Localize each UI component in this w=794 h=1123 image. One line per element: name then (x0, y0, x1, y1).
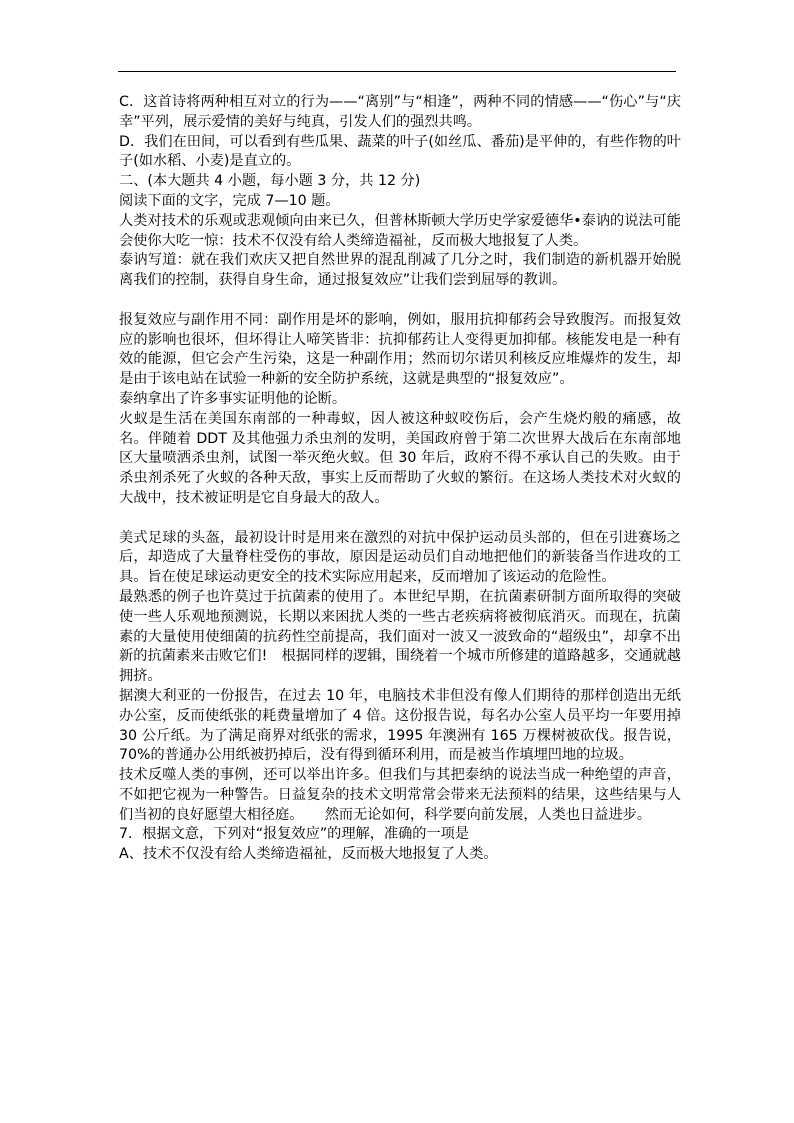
question-7-stem: 7．根据文意，下列对“报复效应”的理解，准确的一项是 (119, 826, 470, 843)
section-heading: 二、(本大题共 4 小题，每小题 3 分，共 12 分) (119, 173, 421, 190)
question-7-option-a: A、技术不仅没有给人类缔造福祉，反而极大地报复了人类。 (119, 846, 498, 863)
passage-paragraph-1: 人类对技术的乐观或悲观倾向由来已久，但普林斯顿大学历史学家爱德华•泰讷的说法可能会使你大吃一惊：技术不仅没有给人类缔造福祉，反而极大地报复了人类。 (119, 212, 681, 249)
passage-paragraph-3: 报复效应与副作用不同：副作用是坏的影响，例如，服用抗抑郁药会导致腹泻。而报复效应的影响也很坏，但坏得让人啼笑皆非：抗抑郁药让人变得更加抑郁。核能发电是一种有效的能源，但它会产生污染，这是一种副作用；然而切尔诺贝利核反应堆爆炸的发生，却是由于该电站在试验一种新的安全防护系统，这就是典型的“报复效应”。 (119, 311, 681, 388)
passage-paragraph-5: 火蚁是生活在美国东南部的一种毒蚁，因人被这种蚁咬伤后，会产生烧灼般的痛感，故名。伴随着 DDT 及其他强力杀虫剂的发明，美国政府曾于第二次世界大战后在东南部地区大量喷洒杀虫剂，试图一举灭绝火蚁。但 30 年后，政府不得不承认自己的失败。由于杀虫剂杀死了火蚁的各种天敌，事实上反而帮助了火蚁的繁衍。在这场人类技术对火蚁的大战中，技术被证明是它自身最大的敌人。 (119, 410, 681, 506)
passage-paragraph-9: 技术反噬人类的事例，还可以举出许多。但我们与其把泰纳的说法当成一种绝望的声音，不如把它视为一种警告。日益复杂的技术文明常常会带来无法预料的结果，这些结果与人们当初的良好愿望大相径庭。 然而无论如何，科学要向前发展，人类也日益进步。 (119, 767, 681, 823)
header-rule (118, 71, 676, 72)
option-d-text: D．我们在田间，可以看到有些瓜果、蔬菜的叶子(如丝瓜、番茄)是平伸的，有些作物的叶子(如水稻、小麦)是直立的。 (119, 133, 681, 170)
option-c-text: C．这首诗将两种相互对立的行为——“离别”与“相逢”，两种不同的情感——“伤心”与“庆幸”平列，展示爱情的美好与纯真，引发人们的强烈共鸣。 (119, 94, 681, 130)
blank-line (119, 291, 681, 311)
passage-paragraph-7: 最熟悉的例子也许莫过于抗菌素的使用了。本世纪早期，在抗菌素研制方面所取得的突破使一些人乐观地预测说，长期以来困扰人类的一些古老疾病将被彻底消灭。而现在，抗菌素的大量使用使细菌的抗药性空前提高，我们面对一波又一波致命的“超级虫”，却拿不出新的抗菌素来击败它们! 根据同样的逻辑，围绕着一个城市所修建的道路越多，交通就越拥挤。 (119, 588, 681, 685)
reading-instruction: 阅读下面的文字，完成 7—10 题。 (119, 192, 340, 209)
blank-line (119, 509, 681, 529)
passage-paragraph-4: 泰纳拿出了许多事实证明他的论断。 (119, 390, 347, 407)
document-body (119, 93, 681, 865)
passage-paragraph-8: 据澳大利亚的一份报告，在过去 10 年，电脑技术非但没有像人们期待的那样创造出无纸办公室，反而使纸张的耗费量增加了 4 倍。这份报告说，每名办公室人员平均一年要用掉 30 公斤纸。为了满足商界对纸张的需求，1995 年澳洲有 165 万棵树被砍伐。报告说，70%的普通办公用纸被扔掉后，没有得到循环利用，而是被当作填埋凹地的垃圾。 (119, 687, 681, 764)
passage-paragraph-6: 美式足球的头盔，最初设计时是用来在激烈的对抗中保护运动员头部的，但在引进赛场之后，却造成了大量脊柱受伤的事故，原因是运动员们自动地把他们的新装备当作进攻的工具。旨在使足球运动更安全的技术实际应用起来，反而增加了该运动的危险性。 (119, 529, 681, 586)
passage-paragraph-2: 泰讷写道：就在我们欢庆又把自然世界的混乱削减了几分之时，我们制造的新机器开始脱离我们的控制，获得自身生命，通过报复效应”让我们尝到屈辱的教训。 (119, 252, 681, 289)
